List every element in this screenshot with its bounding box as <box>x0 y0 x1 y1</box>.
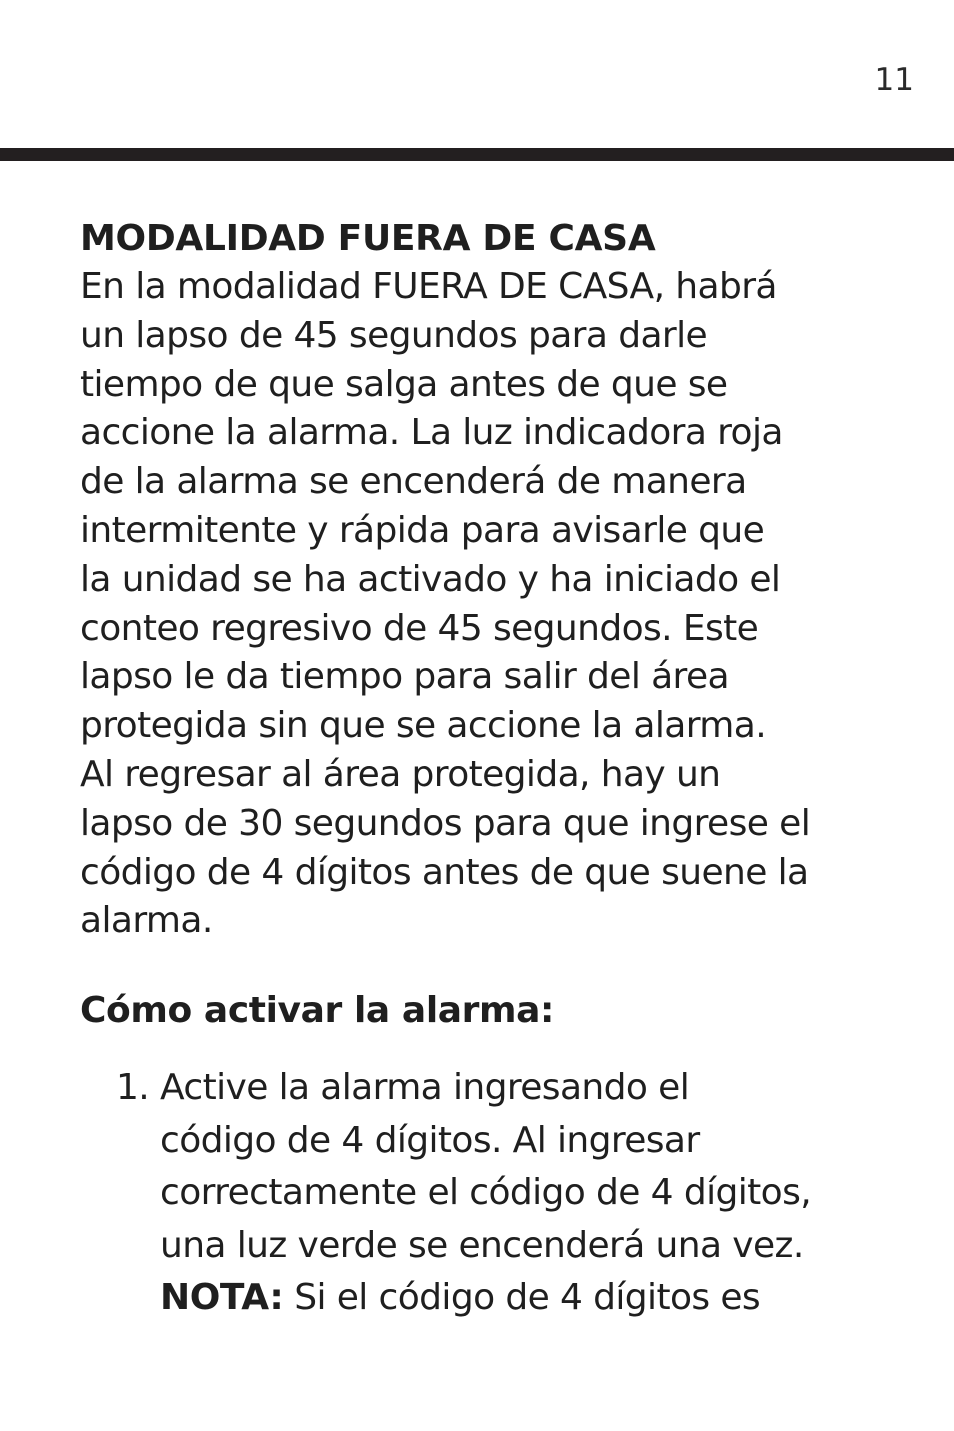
step-body <box>160 1062 910 1325</box>
paragraph-line: de la alarma se encenderá de manera <box>80 461 747 503</box>
paragraph-line: Al regresar al área protegida, hay un <box>80 753 721 795</box>
step-line: correctamente el código de 4 dígitos, <box>160 1172 812 1214</box>
paragraph-line: En la modalidad FUERA DE CASA, habrá <box>80 266 777 307</box>
header-rule <box>0 148 954 161</box>
paragraph-line: conteo regresivo de 45 segundos. Este <box>80 607 759 649</box>
paragraph-line: alarma. <box>80 900 213 942</box>
step-line: código de 4 dígitos. Al ingresar <box>160 1119 700 1161</box>
paragraph-line: lapso le da tiempo para salir del área <box>80 656 729 698</box>
paragraph-line: accione la alarma. La luz indicadora roja <box>80 412 783 454</box>
paragraph-line: un lapso de 45 segundos para darle <box>80 314 708 356</box>
step-number: 1. <box>116 1067 150 1109</box>
paragraph-line: protegida sin que se accione la alarma. <box>80 705 767 747</box>
paragraph-line: intermitente y rápida para avisarle que <box>80 509 765 551</box>
step-line: una luz verde se encenderá una vez. <box>160 1224 804 1266</box>
activation-heading: Cómo activar la alarma: <box>80 990 555 1032</box>
note-label: NOTA: <box>160 1277 284 1319</box>
page-content <box>80 214 910 1325</box>
paragraph-line: código de 4 dígitos antes de que suene la <box>80 851 809 893</box>
page-number: 11 <box>874 62 914 98</box>
paragraph-line: tiempo de que salga antes de que se <box>80 363 728 405</box>
paragraph-line: lapso de 30 segundos para que ingrese el <box>80 802 811 844</box>
step-note <box>160 1272 910 1325</box>
steps-list <box>80 1062 910 1325</box>
section-paragraph <box>80 263 910 946</box>
step-line: Active la alarma ingresando el <box>160 1067 690 1109</box>
paragraph-line: la unidad se ha activado y ha iniciado el <box>80 558 781 600</box>
note-text: Si el código de 4 dígitos es <box>283 1277 761 1319</box>
section-heading: MODALIDAD FUERA DE CASA <box>80 218 656 259</box>
